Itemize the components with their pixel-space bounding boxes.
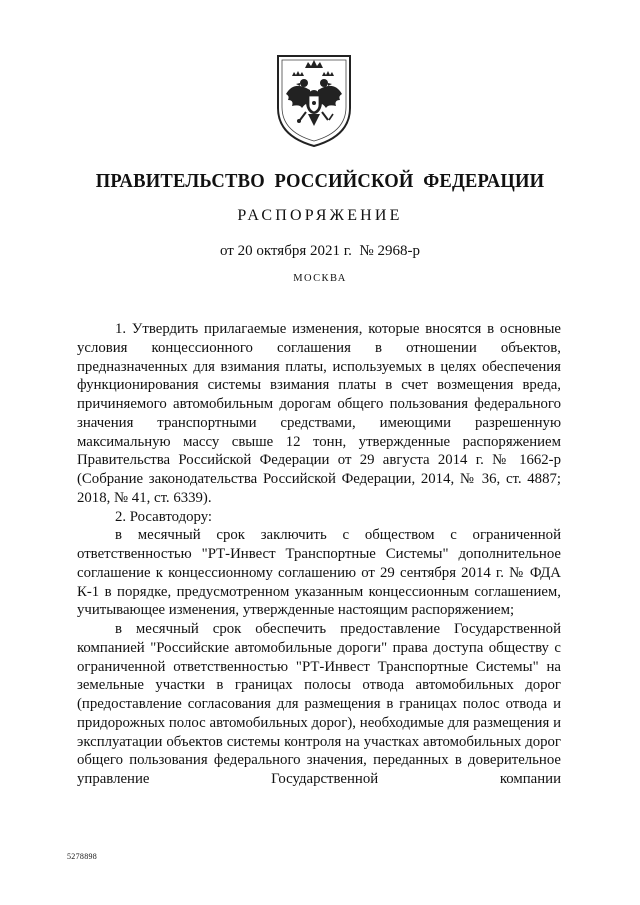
coat-of-arms-emblem <box>272 50 356 150</box>
russian-coat-of-arms-icon <box>272 50 356 150</box>
document-body <box>77 320 561 789</box>
footer-code: 5278898 <box>67 852 98 861</box>
government-title: ПРАВИТЕЛЬСТВО РОССИЙСКОЙ ФЕДЕРАЦИИ <box>95 170 545 192</box>
document-type: РАСПОРЯЖЕНИЕ <box>237 207 403 224</box>
document-date-number: от 20 октября 2021 г. № 2968-р <box>219 243 420 259</box>
paragraph-4: в месячный срок обеспечить предоставление Государственной компанией "Российские автомобильные дороги" права доступа обществу с ограниченной ответственностью "РТ-Инвест Транспортные Системы" на земельные участки в границах полосы отвода автомобильных дорог (предоставление согласования для размещения в границах полос отвода и придорожных полос автомобильных дорог), необходимые для размещения и эксплуатации объектов системы контроля на участках автомобильных дорог общего пользования федерального значения, переданных в доверительное управление Государственной компании <box>77 621 561 787</box>
document-city: МОСКВА <box>293 273 347 284</box>
paragraph-1: 1. Утвердить прилагаемые изменения, которые вносятся в основные условия концессионного соглашения в отношении объектов, предназначенных для взимания платы, используемых в целях обеспечения функционирования системы взимания платы в счет возмещения вреда, причиняемого автомобильным дорогам общего пользования федерального значения транспортными средствами, имеющими разрешенную максимальную массу свыше 12 тонн, утвержденные распоряжением Правительства Российской Федерации от 29 августа 2014 г. № 1662-р (Собрание законодательства Российской Федерации, 2014, № 36, ст. 4887; 2018, № 41, ст. 6339). <box>77 321 561 506</box>
paragraph-3: в месячный срок заключить с обществом с ограниченной ответственностью "РТ-Инвест Транспортные Системы" дополнительное соглашение к концессионному соглашению от 29 сентября 2014 г. № ФДА К-1 в порядке, предусмотренном указанным концессионным соглашением, учитывающее изменения, утвержденные настоящим распоряжением; <box>77 527 561 619</box>
paragraph-2: 2. Росавтодору: <box>115 508 213 525</box>
